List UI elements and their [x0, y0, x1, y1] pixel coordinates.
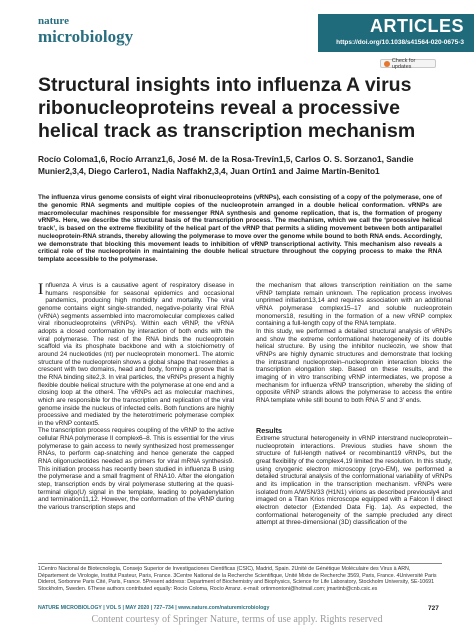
- copyright-watermark: Content courtesy of Springer Nature, terms of use apply. Rights reserved: [91, 614, 383, 625]
- body-column-right: [256, 282, 452, 405]
- body-text-results: Extreme structural heterogeneity in vRNP interstrand nucleoprotein–nucleoprotein interactions. Previous studies have shown the structure of full-length native4 or recombinant19 vRNPs, but the great flexibility of the complex4,19 limited the resolution. In this study, using cryogenic electron microscopy (cryo-EM), we performed a detailed structural analysis of the conformational variability of vRNPs and its implication in the transcription mechanism. vRNPs were isolated from A/WSN/33 (H1N1) virions as described previously4 and imaged on a Titan Krios microscope equipped with a Falcon II direct electron detector (Extended Data Fig. 1a). As expected, the conformational heterogeneity of the sample precluded any direct attempt at three-dimensional (3D) classification of the: [256, 435, 452, 527]
- body-column-left: [38, 282, 234, 512]
- page-number: 727: [428, 605, 439, 612]
- logo-line-nature: nature: [38, 15, 69, 27]
- logo-line-microbiology: microbiology: [38, 27, 134, 46]
- affiliations-footnote: 1Centro Nacional de Biotecnología, Consejo Superior de Investigaciones Científicas (CSIC), Madrid, Spain. 2Unité de Génétique Moléculaire des Virus à ARN, Département de Virologie, Institut Pasteur, Paris, France. 3Centre National de la Recherche Scientifique, Unité Mixte de Recherche 3569, Paris, France. 4Université Paris Diderot, Sorbonne Paris Cité, Paris, France. 5Present address: Department of Biochemistry and Biophysics, Science for Life Laboratory, Stockholm University, SE-10691 Stockholm, Sweden. 6These authors contributed equally: Rocío Coloma, Rocío Arranz. e-mail: ortinmontoni@hotmail.com; jmartinb@cnb.csic.es: [38, 566, 437, 592]
- footnote-divider: [38, 563, 442, 564]
- article-type-banner: [318, 14, 474, 52]
- body-text-right: the mechanism that allows transcription reinitiation on the same vRNP template remain unknown. The replication process involves unprimed initiation13,14 and requires association with an additional vRNA polymerase complex15–17 and soluble nucleoprotein monomers18, resulting in the formation of a new vRNP complex containing a full-length copy of the RNA template. In this study, we performed a detailed structural analysis of vRNPs and show the extreme conformational heterogeneity of its double helical structure. By using the inhibitor nucleozin, we show that vRNPs are highly dynamic structures and demonstrate that locking the intrastrand nucleoprotein–nucleoprotein interaction blocks the transcription elongation step. Based on these results, and the imaging of in vitro transcribing vRNP intermediates, we propose a mechanism for influenza vRNP transcription, whereby the sliding of opposite vRNP strands allows the polymerase to access the entire RNA template while still bound to both RNA 5′ and 3′ ends.: [256, 282, 452, 404]
- abstract: The influenza virus genome consists of eight viral ribonucleoproteins (vRNPs), each consisting of a copy of the polymerase, one of the genomic RNA segments and multiple copies of the nucleoprotein arranged in a double helical conformation. vRNPs are macromolecular machines responsible for messenger RNA synthesis and genome replication, that is, the formation of progeny vRNPs. Here, we describe the structural basis of the transcription process. The mechanism, which we call the ‘processive helical track’, is based on the extreme flexibility of the helical part of the vRNP that permits a sliding movement between both antiparallel nucleoprotein-RNA strands, thereby allowing the polymerase to move over the genome while bound to both RNA ends. Accordingly, we demonstrate that blocking this movement leads to inhibition of vRNP transcriptional activity. This mechanism also reveals a critical role of the nucleoprotein in maintaining the double helical structure throughout the copying process to make the RNA template accessible to the polymerase.: [38, 194, 442, 263]
- article-type-label: ARTICLES: [370, 16, 464, 36]
- section-heading-results: Results: [256, 426, 282, 435]
- journal-citation-line: NATURE MICROBIOLOGY | VOL 5 | MAY 2020 | 727–734 | www.nature.com/naturemicrobiology: [38, 605, 270, 611]
- author-list: Rocío Coloma1,6, Rocío Arranz1,6, José M. de la Rosa-Trevín1,5, Carlos O. S. Sorzano1, Sandie Munier2,3,4, Diego Carlero1, Nadia Naffakh2,3,4, Juan Ortín1 and Jaime Martín-Benito1: [38, 154, 414, 177]
- doi-link[interactable]: https://doi.org/10.1038/s41564-020-0675-3: [336, 39, 464, 46]
- check-updates-button[interactable]: [380, 59, 436, 68]
- check-updates-label: Check for updates: [391, 57, 416, 70]
- journal-logo: [38, 16, 133, 45]
- body-text-left: nfluenza A virus is a causative agent of respiratory disease in humans responsible for seasonal epidemics and occasional pandemics, producing high morbidity and mortality. The viral genome contains eight single-stranded, negative-polarity viral RNA (vRNA) segments assembled into macromolecular complexes called viral ribonucleoproteins (vRNPs). Within each vRNP, the vRNA adopts a closed conformation by interaction of both ends with the viral polymerase. The rest of the RNA binds the nucleoprotein scaffold via its phosphate backbone and with a stoichiometry of around 24 nucleotides (nt) per nucleoprotein monomer1. The atomic structure of the nucleoprotein shows a global shape that resembles a crescent with two domains, head and body, forming a groove that is the RNA binding site2,3. In viral particles, the vRNPs present a highly flexible double helical structure with the polymerase at one end and a closing loop at the other4. The vRNPs act as molecular machines, which are responsible for the transcription and replication of the viral genome inside the nucleus of infected cells. Both functions are highly processive and mediated by the heterotrimeric polymerase complex in the vRNP context5. The transcription process requires coupling of the vRNP to the active cellular RNA polymerase II complex6–8. This is essential for the virus polymerase to gain access to newly synthesized host premessenger RNAs, to perform cap-snatching and hence generate the capped RNA oligonucleotides needed as primers for viral mRNA synthesis9. This initiation process has recently been studied in influenza B using the polymerase and a small fragment of RNA10. After the elongation step, transcription ends by viral polymerase stuttering at the quasi-terminal oligo(U) signal in the template, leading to polyadenylation and termination11,12. However, the conformation of the vRNP during the various transcription steps and: [38, 282, 234, 512]
- body-column-right-results: [256, 435, 452, 527]
- drop-cap: I: [38, 281, 44, 298]
- article-title: Structural insights into influenza A virus ribonucleoproteins reveal a processive helical track as transcription mechanism: [38, 74, 416, 142]
- check-updates-icon: [384, 61, 390, 67]
